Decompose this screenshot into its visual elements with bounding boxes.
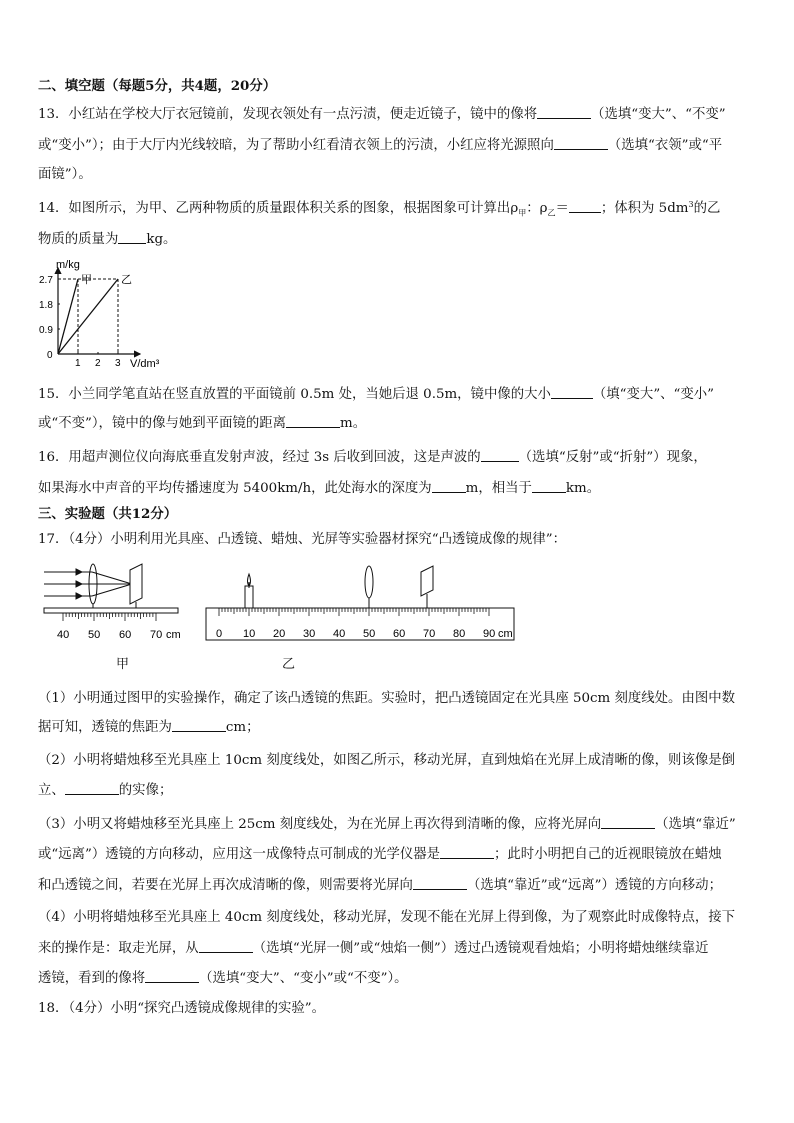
q15-line2 xyxy=(38,414,366,433)
q16-line2 xyxy=(38,479,600,498)
answer-blank[interactable] xyxy=(432,479,466,493)
q17-text: ；此时小明把自己的近视眼镜放在蜡烛 xyxy=(494,847,722,862)
bench-a-unit: cm xyxy=(166,629,181,641)
answer-blank[interactable] xyxy=(199,939,253,953)
series-lines xyxy=(58,273,132,354)
answer-blank[interactable] xyxy=(551,385,593,399)
q17-part1-line2 xyxy=(38,718,260,737)
bench-scale-label: 60 xyxy=(119,629,132,641)
q15-text: 15．小兰同学笔直站在竖直放置的平面镜前 0.5m 处，当她后退 0.5m，镜中像的大小 xyxy=(38,387,551,402)
y-tick-label: 0.9 xyxy=(39,325,53,336)
answer-blank[interactable] xyxy=(481,448,519,462)
mass-volume-graph xyxy=(32,256,192,374)
q14-line2 xyxy=(38,230,176,249)
q17-part4-line3 xyxy=(38,969,408,988)
q17-text: （选填“靠近” xyxy=(655,817,736,832)
q14-text: 的乙 xyxy=(693,201,721,216)
q17-text: 透镜，看到的像将 xyxy=(38,971,146,986)
series-label: 乙 xyxy=(121,274,132,286)
series-line xyxy=(58,279,78,354)
figure-b-optical-bench xyxy=(204,562,520,650)
bench-a-scale-labels xyxy=(57,629,162,641)
q17-part3-line3 xyxy=(38,876,722,895)
section-experiment-title: 三、实验题（共12分） xyxy=(38,506,178,522)
q13-line3: 面镜”）。 xyxy=(38,167,92,182)
q17-text: （选填“靠近”或“远离”）透镜的方向移动； xyxy=(466,878,722,893)
rho-subscript: 乙 xyxy=(547,208,556,218)
q17-text: （选填“变大”、“变小”或“不变”）。 xyxy=(199,971,408,986)
answer-blank[interactable] xyxy=(440,845,494,859)
y-tick-label: 1.8 xyxy=(39,300,53,311)
answer-blank[interactable] xyxy=(537,105,591,119)
light-rays xyxy=(44,569,132,599)
q17-text: 或“远离”）透镜的方向移动，应用这一成像特点可制成的光学仪器是 xyxy=(38,847,441,862)
y-axis-label: m/kg xyxy=(56,259,80,271)
q15-text: 或“不变”），镜中的像与她到平面镜的距离 xyxy=(38,416,287,431)
q14-text: 14．如图所示，为甲、乙两种物质的质量跟体积关系的图象，根据图象可计算出ρ xyxy=(38,201,519,216)
q17-text: 据可知，透镜的焦距为 xyxy=(38,720,172,735)
q17-part4-line1: （4）小明将蜡烛移至光具座上 40cm 刻度线处，移动光屏，发现不能在光屏上得到像，为了观察此时成像特点，接下 xyxy=(38,910,736,925)
answer-blank[interactable] xyxy=(532,479,566,493)
bench-scale-label: 90 xyxy=(483,628,496,640)
bench-scale-label: 70 xyxy=(423,628,436,640)
bench-scale-label: 80 xyxy=(453,628,466,640)
rho-subscript: 甲 xyxy=(518,208,527,218)
answer-blank[interactable] xyxy=(601,815,655,829)
series-label: 甲 xyxy=(81,274,92,286)
q17-part1-line1: （1）小明通过图甲的实验操作，确定了该凸透镜的焦距。实验时，把凸透镜固定在光具座 50cm 刻度线处。由图中数 xyxy=(38,691,736,706)
q17-part4-line2 xyxy=(38,939,709,958)
q17-part2-line1: （2）小明将蜡烛移至光具座上 10cm 刻度线处，如图乙所示，移动光屏，直到烛焰在光屏上成清晰的像，则该像是倒 xyxy=(38,753,736,768)
q17-part3-line1 xyxy=(38,815,736,834)
q16-text: 16．用超声测位仪向海底垂直发射声波，经过 3s 后收到回波，这是声波的 xyxy=(38,450,481,465)
q14-text: kg。 xyxy=(146,232,177,247)
q17-text: 立、 xyxy=(38,783,65,798)
cube-superscript: 3 xyxy=(688,200,694,209)
bench-scale-label: 60 xyxy=(393,628,406,640)
figure-a-focal-length xyxy=(36,562,186,650)
origin-label: 0 xyxy=(47,350,53,361)
answer-blank[interactable] xyxy=(413,876,467,890)
q16-text: （选填“反射”或“折射”）现象， xyxy=(518,450,707,465)
q14-text: 物质的质量为 xyxy=(38,232,119,247)
q14-text: ＝ xyxy=(555,201,569,216)
answer-blank[interactable] xyxy=(286,414,340,428)
bench-scale-label: 20 xyxy=(273,628,286,640)
series-line xyxy=(58,279,118,354)
q13-text: （选填“衣领”或“平 xyxy=(607,138,723,153)
q15-text: m。 xyxy=(340,416,367,431)
q13-text: 13．小红站在学校大厅衣冠镜前，发现衣领处有一点污渍，便走近镜子，镜中的像将 xyxy=(38,107,538,122)
bench-scale-label: 40 xyxy=(333,628,346,640)
q17-text: 的实像； xyxy=(118,783,173,798)
x-axis-label: V/dm³ xyxy=(130,358,160,370)
q13-text: （选填“变大”、“不变” xyxy=(591,107,726,122)
answer-blank[interactable] xyxy=(569,199,601,213)
q15-text: （填“变大”、“变小” xyxy=(592,387,715,402)
q17-text: 来的操作是：取走光屏，从 xyxy=(38,941,199,956)
answer-blank[interactable] xyxy=(145,969,199,983)
q16-text: km。 xyxy=(565,481,601,496)
q16-text: m，相当于 xyxy=(465,481,532,496)
figure-b-caption: 乙 xyxy=(282,657,296,672)
q14-text: ：ρ xyxy=(526,201,548,216)
q17-part3-line2 xyxy=(38,845,722,864)
answer-blank[interactable] xyxy=(172,718,226,732)
bench-scale-label: 30 xyxy=(303,628,316,640)
bench-scale-label: 50 xyxy=(363,628,376,640)
bench-a-ticks xyxy=(63,613,156,621)
answer-blank[interactable] xyxy=(65,781,119,795)
q15-line1 xyxy=(38,385,714,404)
q17-part2-line2 xyxy=(38,781,172,800)
q17-text: （选填“光屏一侧”或“烛焰一侧”）透过凸透镜观看烛焰；小明将蜡烛继续靠近 xyxy=(252,941,709,956)
q14-line1 xyxy=(38,199,720,218)
answer-blank[interactable] xyxy=(118,230,146,244)
x-tick-label: 3 xyxy=(115,358,121,369)
q17-text: （3）小明又将蜡烛移至光具座上 25cm 刻度线处，为在光屏上再次得到清晰的像，应将光屏向 xyxy=(38,817,602,832)
x-tick-label: 1 xyxy=(75,358,81,369)
candle xyxy=(245,574,253,608)
bench-scale-label: 40 xyxy=(57,629,70,641)
q17-text: cm； xyxy=(225,720,260,735)
q16-text: 如果海水中声音的平均传播速度为 5400km/h，此处海水的深度为 xyxy=(38,481,432,496)
light-screen xyxy=(421,566,433,608)
optical-bench xyxy=(44,608,178,613)
q13-line2 xyxy=(38,136,722,155)
bench-b-unit: cm xyxy=(498,628,513,640)
convex-lens xyxy=(365,566,373,608)
q14-text: ；体积为 5dm xyxy=(600,201,689,216)
section-fill-in-title: 二、填空题（每题5分，共4题，20分） xyxy=(38,78,277,94)
q18-title: 18．（4分）小明“探究凸透镜成像规律的实验”。 xyxy=(38,1001,325,1016)
bench-scale-label: 10 xyxy=(243,628,256,640)
figure-a-caption: 甲 xyxy=(116,657,130,672)
q13-line1 xyxy=(38,105,726,124)
answer-blank[interactable] xyxy=(554,136,608,150)
q16-line1 xyxy=(38,448,707,467)
q17-text: 和凸透镜之间，若要在光屏上再次成清晰的像，则需要将光屏向 xyxy=(38,878,413,893)
bench-scale-label: 70 xyxy=(150,629,163,641)
x-tick-label: 2 xyxy=(95,358,101,369)
bench-scale-label: 0 xyxy=(216,628,223,640)
light-screen xyxy=(130,564,142,604)
bench-scale-label: 50 xyxy=(88,629,101,641)
q17-intro: 17．（4分）小明利用光具座、凸透镜、蜡烛、光屏等实验器材探究“凸透镜成像的规律”： xyxy=(38,532,567,547)
y-tick-label: 2.7 xyxy=(39,275,53,286)
q13-text: 或“变小”）；由于大厅内光线较暗，为了帮助小红看清衣领上的污渍，小红应将光源照向 xyxy=(38,138,554,153)
